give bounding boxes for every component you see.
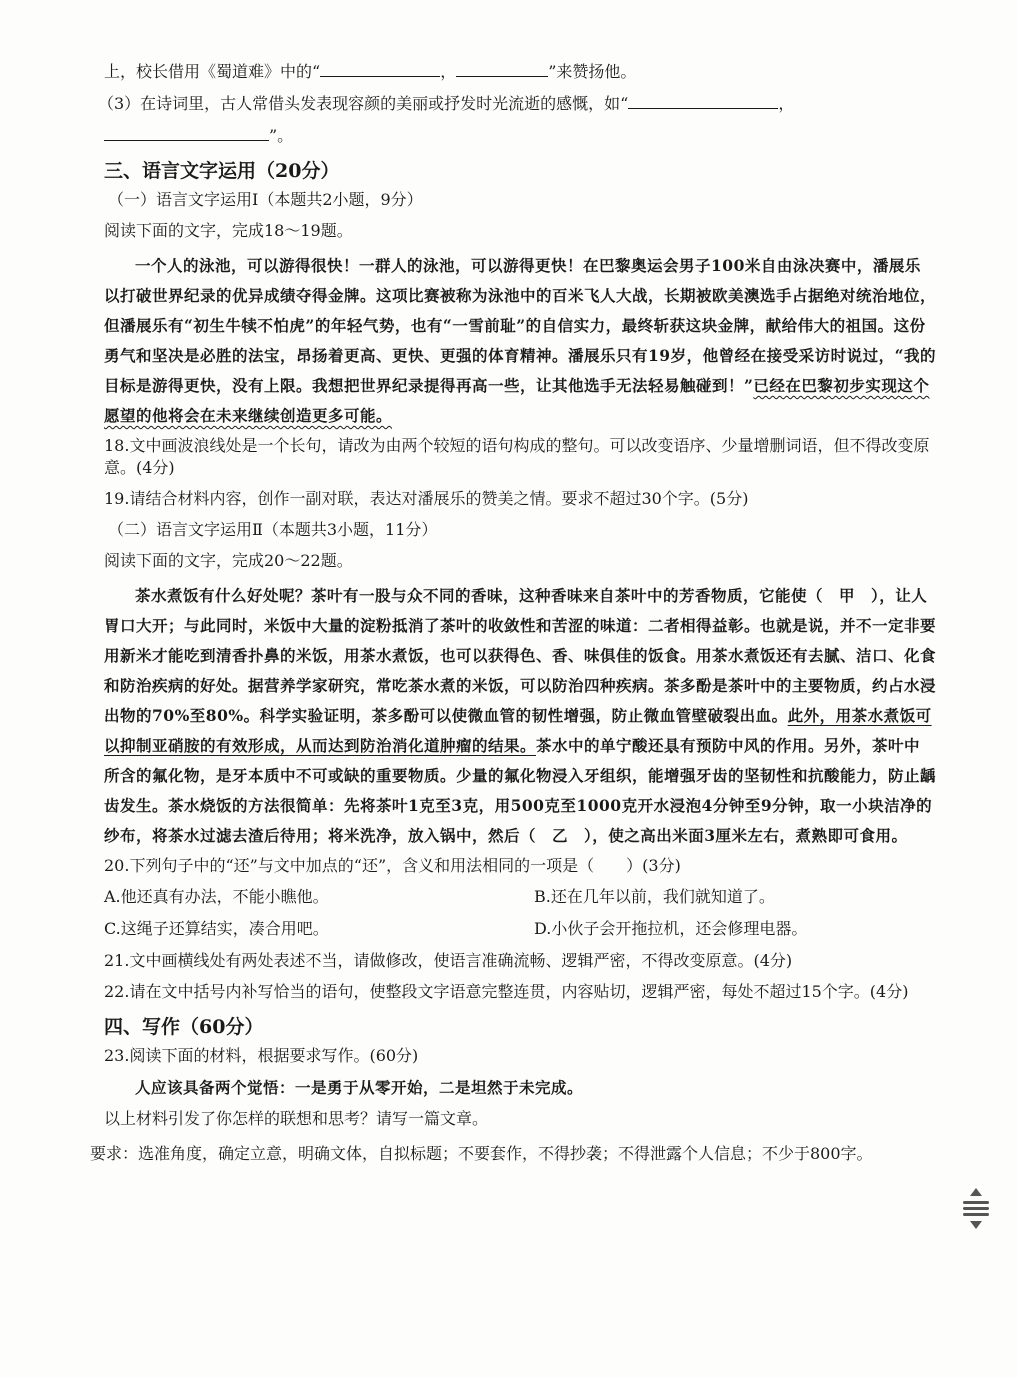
passage-2-body-b: 茶水中的单宁酸 [536, 736, 649, 755]
q17-line1 [104, 60, 936, 83]
option-c: C.这绳子还算结实，凑合用吧。 [104, 919, 329, 938]
q20-options [104, 886, 936, 940]
passage-1-body: 一个人的泳池，可以游得很快！一群人的泳池，可以游得更快！在巴黎奥运会男子100米自由泳决赛中，潘展乐以打破世界纪录的优异成绩夺得金牌。这项比赛被称为泳池中的百米飞人大战，长期被欧美澳选手占据绝对统治地位，但潘展乐有“初生牛犊不怕虎”的年轻气势，也有“一雪前耻”的自信实力，最终斩获这块金牌，献给伟大的祖国。这份勇气和坚决是必胜的法宝，昂扬着更高、更快、更强的体育精神。潘展乐只有19岁，他曾经在接受采访时说过，“我的目标是游得更快，没有上限。我想把世界纪录提得再高一些，让其他选手无法轻易触碰到！” [104, 256, 937, 395]
answer-blank[interactable] [320, 60, 440, 77]
option-b: B.还在几年以前，我们就知道了。 [534, 887, 775, 906]
dotted-character: 还 [648, 736, 665, 755]
question-23: 23.阅读下面的材料，根据要求写作。(60分) [104, 1046, 419, 1065]
answer-blank[interactable] [456, 60, 548, 77]
scroll-bar-line [963, 1207, 989, 1210]
q17-line1-text: 上，校长借用《蜀道难》中的“ [104, 62, 321, 81]
scroll-bar-line [963, 1213, 989, 1216]
question-20: 20.下列句子中的“还”与文中加点的“还”，含义和用法相同的一项是（ ）(3分) [104, 856, 681, 875]
q17-line2 [98, 92, 936, 115]
passage-2 [104, 581, 936, 851]
question-19: 19.请结合材料内容，创作一副对联，表达对潘展乐的赞美之情。要求不超过30个字。(5分) [104, 489, 749, 508]
writing-prompt: 以上材料引发了你怎样的联想和思考？请写一篇文章。 [104, 1109, 489, 1128]
option-d: D.小伙子会开拖拉机，还会修理电器。 [534, 919, 808, 938]
scroll-arrows-icon[interactable] [960, 1188, 992, 1229]
writing-material: 人应该具备两个觉悟：一是勇于从零开始，二是坦然于未完成。 [135, 1078, 584, 1097]
question-22: 22.请在文中括号内补写恰当的语句，使整段文字语意完整连贯，内容贴切，逻辑严密，每处不超过15个字。(4分) [104, 982, 909, 1001]
passage-1 [104, 251, 936, 431]
scroll-down-icon[interactable] [970, 1221, 982, 1229]
part2-title: （二）语言文字运用Ⅱ（本题共3小题，11分） [108, 520, 438, 539]
wavy-underlined-sentence: 已经在巴黎初步实现这个愿望的他将会在未来继续创造更多可能。 [104, 376, 930, 425]
answer-blank[interactable] [104, 124, 269, 141]
part1-title: （一）语言文字运用Ⅰ（本题共2小题，9分） [108, 190, 423, 209]
writing-requirements: 要求：选准角度，确定立意，明确文体，自拟标题；不要套作，不得抄袭；不得泄露个人信息；不少于800字。 [90, 1144, 873, 1163]
q17-line1-end: ”来赞扬他。 [548, 62, 637, 81]
question-18: 18.文中画波浪线处是一个长句，请改为由两个较短的语句构成的整句。可以改变语序、少量增删词语，但不得改变原意。(4分) [104, 436, 930, 477]
q17-line1-sep: ， [440, 62, 457, 81]
q17-line2-text: （3）在诗词里，古人常借头发表现容颜的美丽或抒发时光流逝的感慨，如“ [98, 94, 629, 113]
part1-instruction: 阅读下面的文字，完成18～19题。 [104, 221, 353, 240]
question-21: 21.文中画横线处有两处表述不当，请做修改，使语言准确流畅、逻辑严密，不得改变原意。(4分) [104, 951, 793, 970]
scroll-bar-line [963, 1201, 989, 1204]
option-a: A.他还真有办法，不能小瞧他。 [104, 887, 329, 906]
passage-2-body-c: 具有预防中风的作用。另外，茶叶中所含的氟化物，是牙本质中不可或缺的重要物质。少量的氟化物浸入牙组织，能增强牙齿的坚韧性和抗酸能力，防止龋齿发生。茶水烧饭的方法很简单：先将茶叶1克至3克，用500克至1000克开水浸泡4分钟至9分钟，取一小块洁净的纱布，将茶水过滤去渣后待用；将米洗净，放入锅中，然后（ 乙 ），使之高出米面3厘米左右，煮熟即可食用。 [104, 736, 937, 845]
q17-line3-end: ”。 [269, 126, 294, 145]
part2-instruction: 阅读下面的文字，完成20～22题。 [104, 551, 353, 570]
section4-title: 四、写作（60分） [104, 1016, 264, 1038]
passage-2-body: 茶水煮饭有什么好处呢？茶叶有一股与众不同的香味，这种香味来自茶叶中的芳香物质，它能使（ 甲 ），让人胃口大开；与此同时，米饭中大量的淀粉抵消了茶叶的收敛性和苦涩的味道：二者相得益彰。也就是说，并不一定非要用新米才能吃到清香扑鼻的米饭，用茶水煮饭，也可以获得色、香、味俱佳的饭食。用茶水煮饭还有去腻、洁口、化食和防治疾病的好处。据营养学家研究，常吃茶水煮的米饭，可以防治四种疾病。茶多酚是茶叶中的主要物质，约占水浸出物的70%至80%。科学实验证明，茶多酚可以使微血管的韧性增强，防止微血管壁破裂出血。 [104, 586, 937, 725]
section3-title: 三、语言文字运用（20分） [104, 160, 340, 182]
scroll-up-icon[interactable] [970, 1188, 982, 1196]
q17-line2-sep: ， [778, 94, 795, 113]
underlined-sentence: 此外，用茶水煮饭可以抑制亚硝胺的有效形成，从而达到防治消化道肿瘤的结果。 [104, 706, 932, 755]
answer-blank[interactable] [628, 92, 778, 109]
q17-line3 [104, 124, 936, 147]
